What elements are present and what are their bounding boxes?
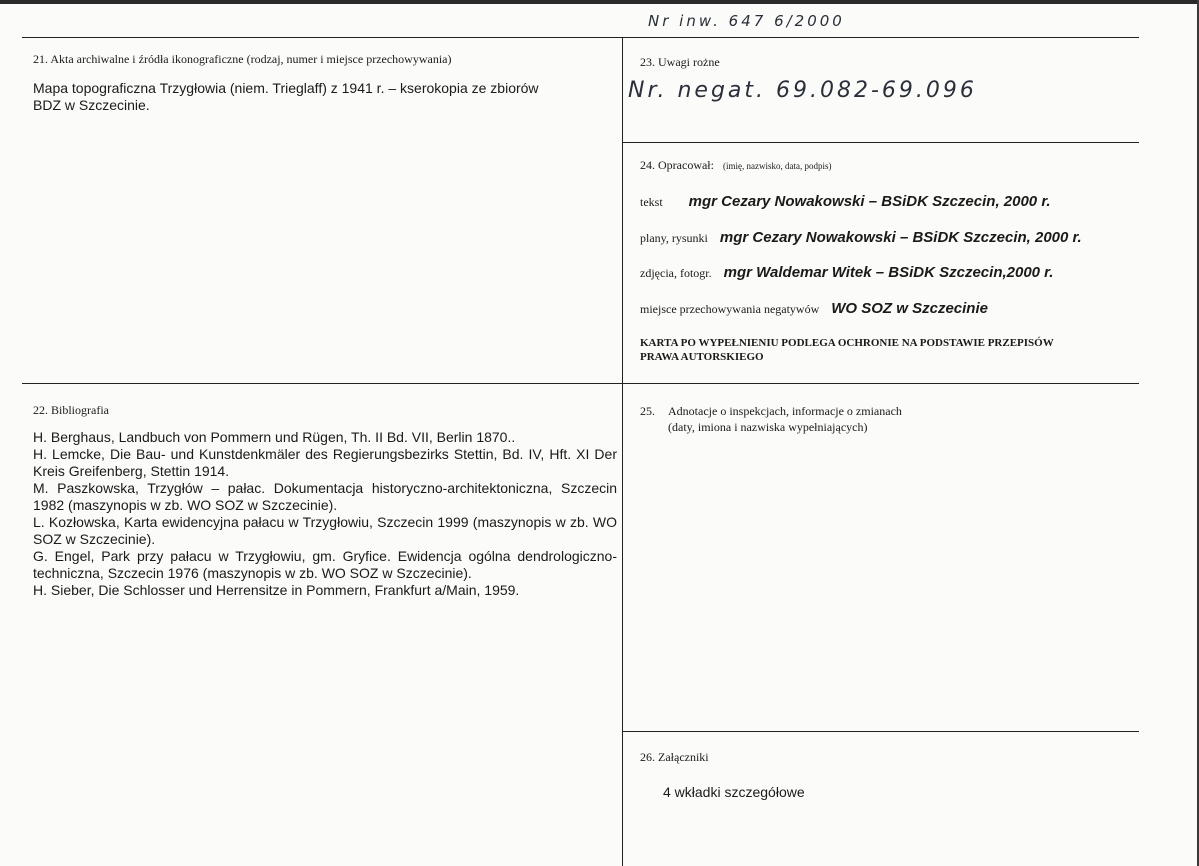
copyright-notice <box>640 336 1054 364</box>
section-23-label: 23. Uwagi rożne <box>640 55 720 69</box>
author-plans-row <box>640 229 1082 246</box>
section-25-label-line2: (daty, imiona i nazwiska wypełniających) <box>668 420 868 434</box>
negatives-storage-label: miejsce przechowywania negatywów <box>640 302 820 316</box>
section-21-line1: Mapa topograficzna Trzygłowia (niem. Trieglaff) z 1941 r. – kserokopia ze zbiorów <box>33 80 539 96</box>
section-21-label: 21. Akta archiwalne i źródła ikonograficzne (rodzaj, numer i miejsce przechowywania) <box>33 52 452 66</box>
copyright-notice-line2: PRAWA AUTORSKIEGO <box>640 351 764 363</box>
top-rule <box>22 37 1139 38</box>
negatives-storage-row <box>640 300 988 317</box>
bibliography-entry: L. Kozłowska, Karta ewidencyjna pałacu w Trzygłowiu, Szczecin 1999 (maszynopis w zb. WO SOZ w Szczecinie). <box>33 514 617 547</box>
section-26-label: 26. Załączniki <box>640 750 709 764</box>
section-24-sublabel: (imię, nazwisko, data, podpis) <box>722 161 832 171</box>
bibliography-entry: H. Lemcke, Die Bau- und Kunstdenkmäler des Regierungsbezirks Stettin, Bd. IV, Hft. XI Der Kreis Greifenberg, Stettin 1914. <box>33 446 617 479</box>
plans-author-value: mgr Cezary Nowakowski – BSiDK Szczecin, 2000 r. <box>719 229 1082 246</box>
bibliography-entry: H. Sieber, Die Schlosser und Herrensitze in Pommern, Frankfurt a/Main, 1959. <box>33 582 520 598</box>
bibliography-entry: H. Berghaus, Landbuch von Pommern und Rügen, Th. II Bd. VII, Berlin 1870.. <box>33 429 516 445</box>
section-22-label: 22. Bibliografia <box>33 403 109 417</box>
section-24-title: 24. Opracował: <box>640 158 714 172</box>
photos-author-label: zdjęcia, fotogr. <box>640 266 712 280</box>
attachments-value: 4 wkładki szczegółowe <box>663 784 805 800</box>
scan-top-edge <box>0 0 1199 4</box>
author-text-row <box>640 193 1051 210</box>
bibliography-list <box>33 429 617 599</box>
middle-rule <box>22 383 1139 384</box>
negative-number-handwritten: Nr. negat. 69.082-69.096 <box>628 78 977 103</box>
section-24-label <box>640 158 831 173</box>
bibliography-entry: M. Paszkowska, Trzygłów – pałac. Dokumentacja historyczno-architektoniczna, Szczecin 1982 (maszynopis w zb. WO SOZ w Szczecinie). <box>33 480 617 513</box>
negatives-storage-value: WO SOZ w Szczecinie <box>831 300 988 317</box>
section-25-label-line1: Adnotacje o inspekcjach, informacje o zmianach <box>668 404 902 418</box>
text-author-label: tekst <box>640 195 663 209</box>
author-photos-row <box>640 264 1053 281</box>
rule-23-24 <box>622 142 1139 143</box>
inventory-number-handwritten: Nr inw. 647 6/2000 <box>648 12 845 30</box>
section-21-line2: BDZ w Szczecinie. <box>33 97 150 113</box>
copyright-notice-line1: KARTA PO WYPEŁNIENIU PODLEGA OCHRONIE NA PODSTAWIE PRZEPISÓW <box>640 337 1054 349</box>
text-author-value: mgr Cezary Nowakowski – BSiDK Szczecin, 2000 r. <box>688 193 1051 210</box>
section-25-number: 25. <box>640 404 655 418</box>
center-divider <box>622 37 623 866</box>
rule-25-26 <box>622 731 1139 732</box>
plans-author-label: plany, rysunki <box>640 231 708 245</box>
photos-author-value: mgr Waldemar Witek – BSiDK Szczecin,2000 r. <box>723 264 1054 281</box>
bibliography-entry: G. Engel, Park przy pałacu w Trzygłowiu, gm. Gryfice. Ewidencja ogólna dendrologiczno-techniczna, Szczecin 1976 (maszynopis w zb. WO SOZ w Szczecinie). <box>33 548 617 581</box>
